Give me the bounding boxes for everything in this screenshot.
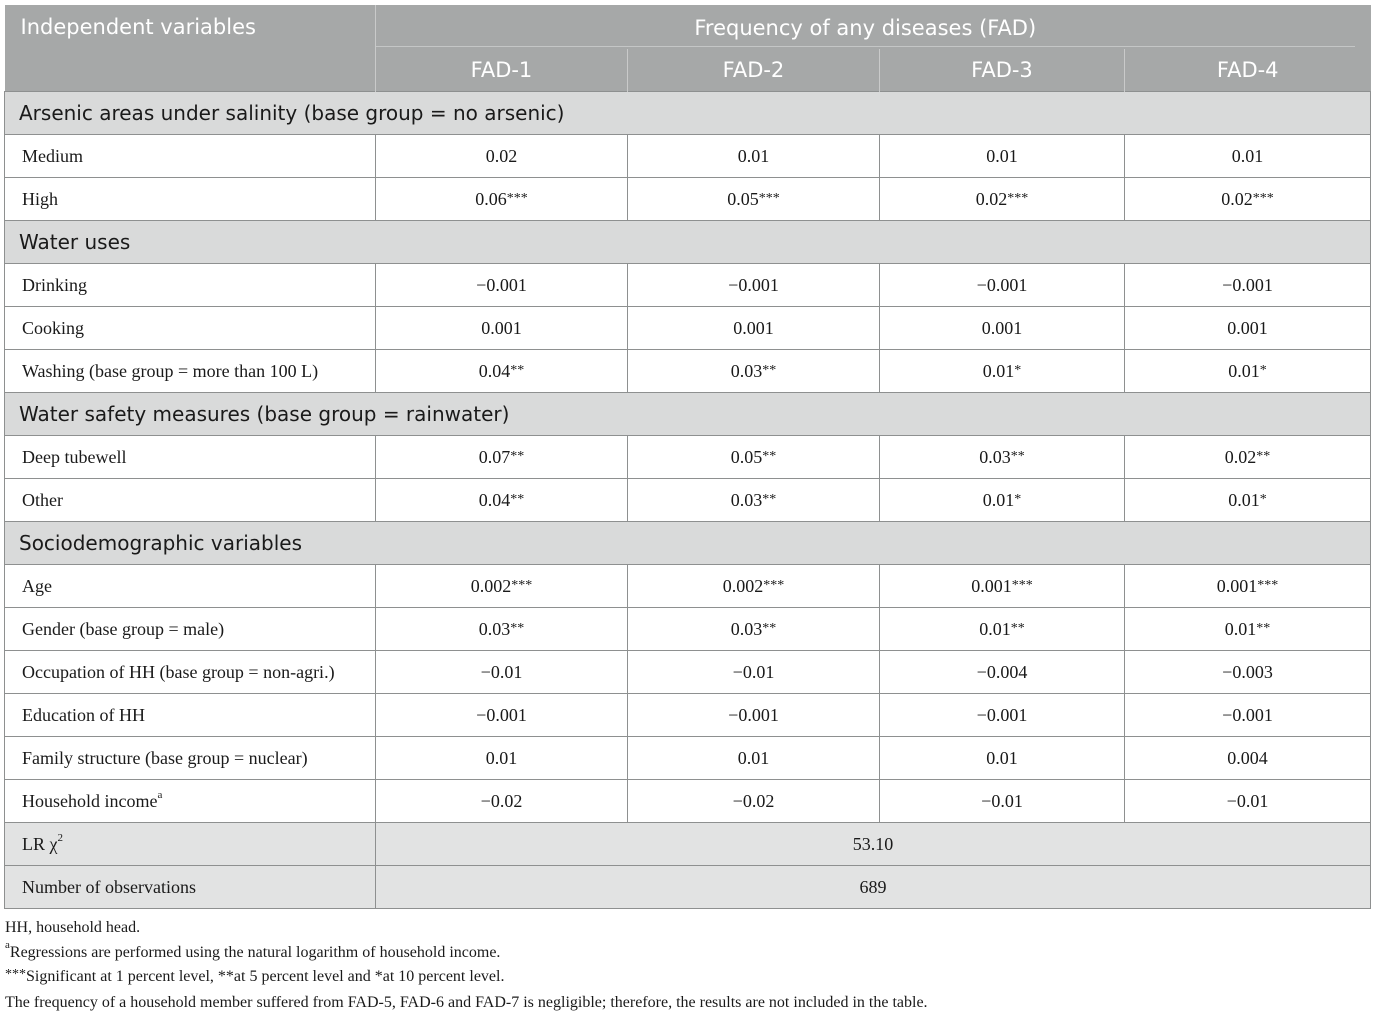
value-cell (376, 264, 628, 307)
value-cell (628, 135, 880, 178)
value-cell (376, 737, 628, 780)
table-row (5, 135, 1371, 178)
value-cell (1125, 780, 1371, 823)
value-cell (1125, 694, 1371, 737)
significance-stars: ** (510, 448, 525, 464)
table-row (5, 436, 1371, 479)
value-cell (1125, 436, 1371, 479)
coefficient-value: −0.01 (981, 790, 1023, 811)
row-label: Washing (base group = more than 100 L) (22, 360, 319, 381)
footnote-hh: HH, household head. (5, 919, 141, 936)
table-row (5, 350, 1371, 393)
value-cell (628, 264, 880, 307)
row-label: Cooking (22, 317, 85, 338)
summary-value: 53.10 (376, 823, 1371, 866)
significance-stars: *** (511, 577, 533, 593)
header-fad-4: FAD-4 (1125, 49, 1371, 92)
coefficient-value: 0.04 (478, 489, 511, 510)
coefficient-value: 0.05 (730, 446, 763, 467)
footnote-a (5, 941, 928, 966)
value-cell (628, 307, 880, 350)
header-fad-1: FAD-1 (376, 49, 628, 92)
coefficient-value: 0.01 (1228, 360, 1260, 381)
row-label-cell (5, 694, 376, 737)
value-cell (376, 608, 628, 651)
summary-row (5, 823, 1371, 866)
coefficient-value: 0.01 (979, 618, 1011, 639)
coefficient-value: 0.03 (730, 489, 763, 510)
significance-stars: ** (1256, 620, 1271, 636)
value-cell (376, 436, 628, 479)
summary-label: Number of observations (22, 876, 196, 897)
coefficient-value: 0.07 (478, 446, 511, 467)
value-cell (376, 178, 628, 221)
row-label-cell (5, 178, 376, 221)
value-cell (628, 436, 880, 479)
coefficient-value: 0.01 (737, 145, 770, 166)
coefficient-value: −0.001 (476, 704, 527, 725)
coefficient-value: −0.01 (480, 661, 523, 682)
coefficient-value: 0.01 (986, 145, 1018, 166)
footnote-significance (5, 965, 928, 991)
coefficient-value: 0.001 (481, 317, 522, 338)
section-header-row (5, 393, 1371, 436)
significance-stars: * (1259, 491, 1267, 507)
coefficient-value: 0.01 (1224, 618, 1257, 639)
coefficient-value: 0.02 (975, 188, 1008, 209)
significance-stars: *** (763, 577, 785, 593)
value-cell (1125, 135, 1371, 178)
row-label: Medium (22, 145, 83, 166)
section-header-row (5, 522, 1371, 565)
significance-stars: *** (758, 190, 780, 206)
significance-stars: *** (1257, 577, 1279, 593)
value-cell (1125, 264, 1371, 307)
significance-stars: ** (510, 620, 525, 636)
footnote-a-mark: a (5, 939, 10, 952)
coefficient-value: 0.001 (1227, 317, 1268, 338)
coefficient-value: 0.06 (475, 188, 507, 209)
value-cell (628, 565, 880, 608)
value-cell (880, 264, 1125, 307)
significance-stars: ** (762, 448, 777, 464)
value-cell (628, 780, 880, 823)
significance-stars: * (1014, 362, 1022, 378)
coefficient-value: 0.03 (979, 446, 1011, 467)
significance-stars: * (1014, 491, 1022, 507)
coefficient-value: 0.002 (722, 575, 764, 596)
row-label-cell (5, 565, 376, 608)
significance-stars: ** (762, 491, 777, 507)
row-label: Occupation of HH (base group = non-agri.) (22, 661, 335, 682)
coefficient-value: 0.002 (470, 575, 512, 596)
table-row (5, 694, 1371, 737)
value-cell (628, 608, 880, 651)
value-cell (376, 694, 628, 737)
significance-stars: ** (1256, 448, 1271, 464)
significance-stars: ** (762, 620, 777, 636)
row-label: Education of HH (22, 704, 145, 725)
coefficient-value: 0.03 (478, 618, 511, 639)
footnote-significance-text: Significant at 1 percent level, **at 5 percent level and *at 10 percent level. (26, 968, 505, 986)
table-footnotes (5, 916, 928, 1015)
table-row (5, 608, 1371, 651)
summary-label-superscript: 2 (57, 831, 63, 844)
coefficient-value: 0.01 (982, 489, 1015, 510)
value-cell (880, 737, 1125, 780)
summary-label: LR χ (22, 833, 58, 854)
coefficient-value: 0.04 (478, 360, 511, 381)
value-cell (628, 694, 880, 737)
coefficient-value: −0.01 (732, 661, 775, 682)
table-row (5, 264, 1371, 307)
table-row (5, 651, 1371, 694)
coefficient-value: 0.02 (1224, 446, 1257, 467)
row-label: High (22, 188, 58, 209)
table-header (5, 5, 1371, 92)
coefficient-value: 0.03 (730, 618, 763, 639)
value-cell (1125, 350, 1371, 393)
row-label-cell (5, 479, 376, 522)
footnote-significance-mark: *** (5, 967, 26, 983)
coefficient-value: 0.001 (981, 317, 1023, 338)
coefficient-value: −0.01 (1226, 790, 1269, 811)
value-cell (880, 135, 1125, 178)
row-label-cell (5, 780, 376, 823)
section-title: Water safety measures (base group = rainwater) (5, 393, 1371, 436)
coefficient-value: 0.004 (1227, 747, 1268, 768)
section-header-row (5, 221, 1371, 264)
header-fad-3: FAD-3 (880, 49, 1125, 92)
value-cell (880, 178, 1125, 221)
value-cell (1125, 651, 1371, 694)
footnote-negligible: The frequency of a household member suffered from FAD-5, FAD-6 and FAD-7 is negligible; therefore, the results are not included in the table. (5, 993, 928, 1011)
table-row (5, 178, 1371, 221)
row-label-cell (5, 436, 376, 479)
coefficient-value: −0.001 (976, 704, 1028, 725)
row-label: Gender (base group = male) (22, 618, 225, 639)
value-cell (628, 479, 880, 522)
value-cell (376, 651, 628, 694)
table-row (5, 479, 1371, 522)
value-cell (376, 565, 628, 608)
significance-stars: ** (1010, 620, 1025, 636)
row-label-cell (5, 307, 376, 350)
value-cell (376, 780, 628, 823)
value-cell (880, 307, 1125, 350)
summary-label-cell (5, 866, 376, 909)
coefficient-value: 0.01 (485, 747, 518, 768)
row-label-cell (5, 350, 376, 393)
coefficient-value: 0.05 (727, 188, 759, 209)
value-cell (880, 651, 1125, 694)
value-cell (376, 479, 628, 522)
row-label-superscript: a (157, 788, 163, 801)
header-independent-variables: Independent variables (5, 5, 376, 92)
coefficient-value: 0.01 (986, 747, 1018, 768)
value-cell (1125, 178, 1371, 221)
value-cell (880, 350, 1125, 393)
coefficient-value: 0.03 (730, 360, 763, 381)
regression-table-container (4, 5, 1370, 909)
value-cell (628, 178, 880, 221)
value-cell (1125, 479, 1371, 522)
section-header-row (5, 92, 1371, 135)
table-row (5, 780, 1371, 823)
table-row (5, 307, 1371, 350)
coefficient-value: 0.01 (737, 747, 770, 768)
coefficient-value: −0.001 (476, 274, 527, 295)
significance-stars: ** (510, 362, 525, 378)
header-group-title: Frequency of any diseases (FAD) (376, 16, 1355, 47)
coefficient-value: −0.001 (1222, 704, 1273, 725)
value-cell (376, 350, 628, 393)
significance-stars: *** (1007, 190, 1029, 206)
significance-stars: *** (1011, 577, 1033, 593)
row-label: Family structure (base group = nuclear) (22, 747, 308, 768)
header-group-fad (376, 5, 1371, 49)
summary-label-cell (5, 823, 376, 866)
coefficient-value: 0.02 (485, 145, 518, 166)
coefficient-value: 0.01 (1231, 145, 1264, 166)
value-cell (880, 780, 1125, 823)
header-fad-2: FAD-2 (628, 49, 880, 92)
value-cell (1125, 307, 1371, 350)
row-label: Household income (22, 790, 158, 811)
coefficient-value: 0.001 (971, 575, 1012, 596)
coefficient-value: −0.004 (976, 661, 1028, 682)
summary-value: 689 (376, 866, 1371, 909)
section-title: Water uses (5, 221, 1371, 264)
footnote-a-text: Regressions are performed using the natural logarithm of household income. (9, 943, 501, 961)
value-cell (1125, 565, 1371, 608)
section-title: Sociodemographic variables (5, 522, 1371, 565)
row-label: Deep tubewell (22, 446, 127, 467)
coefficient-value: 0.001 (1216, 575, 1258, 596)
coefficient-value: 0.01 (982, 360, 1015, 381)
coefficient-value: −0.001 (976, 274, 1028, 295)
significance-stars: *** (1252, 190, 1274, 206)
value-cell (628, 651, 880, 694)
section-title: Arsenic areas under salinity (base group = no arsenic) (5, 92, 1371, 135)
row-label-cell (5, 737, 376, 780)
regression-table (4, 5, 1371, 909)
significance-stars: *** (506, 190, 528, 206)
coefficient-value: −0.02 (732, 790, 775, 811)
coefficient-value: −0.001 (728, 274, 779, 295)
significance-stars: ** (510, 491, 525, 507)
value-cell (1125, 737, 1371, 780)
summary-row (5, 866, 1371, 909)
value-cell (628, 350, 880, 393)
coefficient-value: −0.001 (728, 704, 779, 725)
coefficient-value: −0.003 (1222, 661, 1273, 682)
row-label-cell (5, 651, 376, 694)
row-label-cell (5, 264, 376, 307)
value-cell (880, 694, 1125, 737)
value-cell (1125, 608, 1371, 651)
significance-stars: * (1259, 362, 1267, 378)
coefficient-value: 0.02 (1221, 188, 1253, 209)
coefficient-value: 0.01 (1228, 489, 1260, 510)
value-cell (880, 565, 1125, 608)
table-row (5, 737, 1371, 780)
coefficient-value: 0.001 (733, 317, 774, 338)
row-label: Other (22, 489, 63, 510)
row-label-cell (5, 608, 376, 651)
coefficient-value: −0.02 (480, 790, 523, 811)
value-cell (880, 436, 1125, 479)
value-cell (628, 737, 880, 780)
significance-stars: ** (762, 362, 777, 378)
row-label: Age (22, 575, 52, 596)
coefficient-value: −0.001 (1222, 274, 1273, 295)
value-cell (376, 307, 628, 350)
table-body (5, 92, 1371, 909)
row-label: Drinking (22, 274, 87, 295)
value-cell (880, 479, 1125, 522)
significance-stars: ** (1010, 448, 1025, 464)
value-cell (880, 608, 1125, 651)
row-label-cell (5, 135, 376, 178)
table-row (5, 565, 1371, 608)
value-cell (376, 135, 628, 178)
